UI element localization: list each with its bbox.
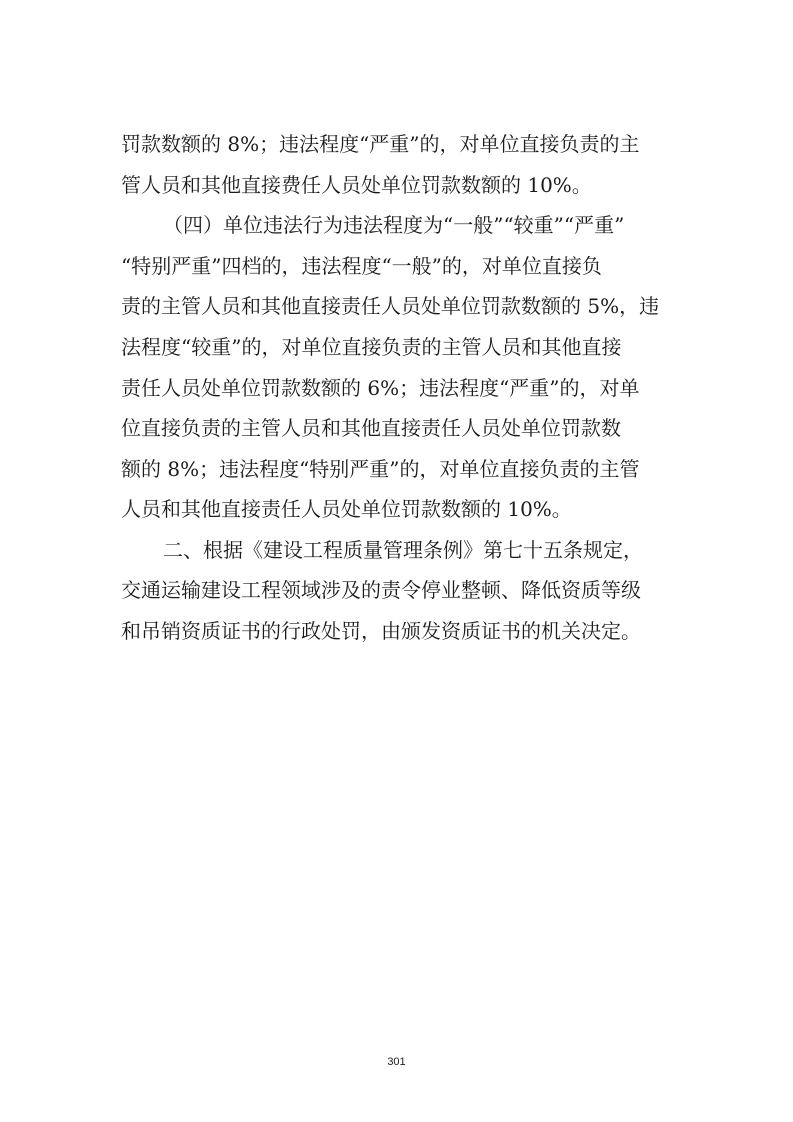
text-line: “特别严重”四档的，违法程度“一般”的，对单位直接负 (121, 254, 602, 278)
text-line: 和吊销资质证书的行政处罚，由颁发资质证书的机关决定。 (121, 619, 641, 643)
text-line: 法程度“较重”的，对单位直接负责的主管人员和其他直接 (121, 335, 622, 359)
text-line: 交通运输建设工程领域涉及的责令停业整顿、降低资质等级 (121, 578, 641, 602)
text-line: （四）单位违法行为违法程度为“一般”“较重”“严重” (163, 213, 625, 237)
page-number: 301 (387, 1056, 406, 1068)
text-line: 额的 8%；违法程度“特别严重”的，对单位直接负责的主管 (121, 457, 640, 481)
text-line: 人员和其他直接责任人员处单位罚款数额的 10%。 (121, 497, 572, 521)
text-line: 罚款数额的 8%；违法程度“严重”的，对单位直接负责的主 (121, 132, 640, 156)
text-line: 责的主管人员和其他直接责任人员处单位罚款数额的 5%，违 (121, 294, 660, 318)
text-line: 位直接负责的主管人员和其他直接责任人员处单位罚款数 (121, 416, 621, 440)
text-line: 管人员和其他直接费任人员处单位罚款数额的 10%。 (121, 173, 592, 197)
text-line: 责任人员处单位罚款数额的 6%；违法程度“严重”的，对单 (121, 376, 640, 400)
text-line: 二、根据《建设工程质量管理条例》第七十五条规定， (163, 538, 643, 562)
